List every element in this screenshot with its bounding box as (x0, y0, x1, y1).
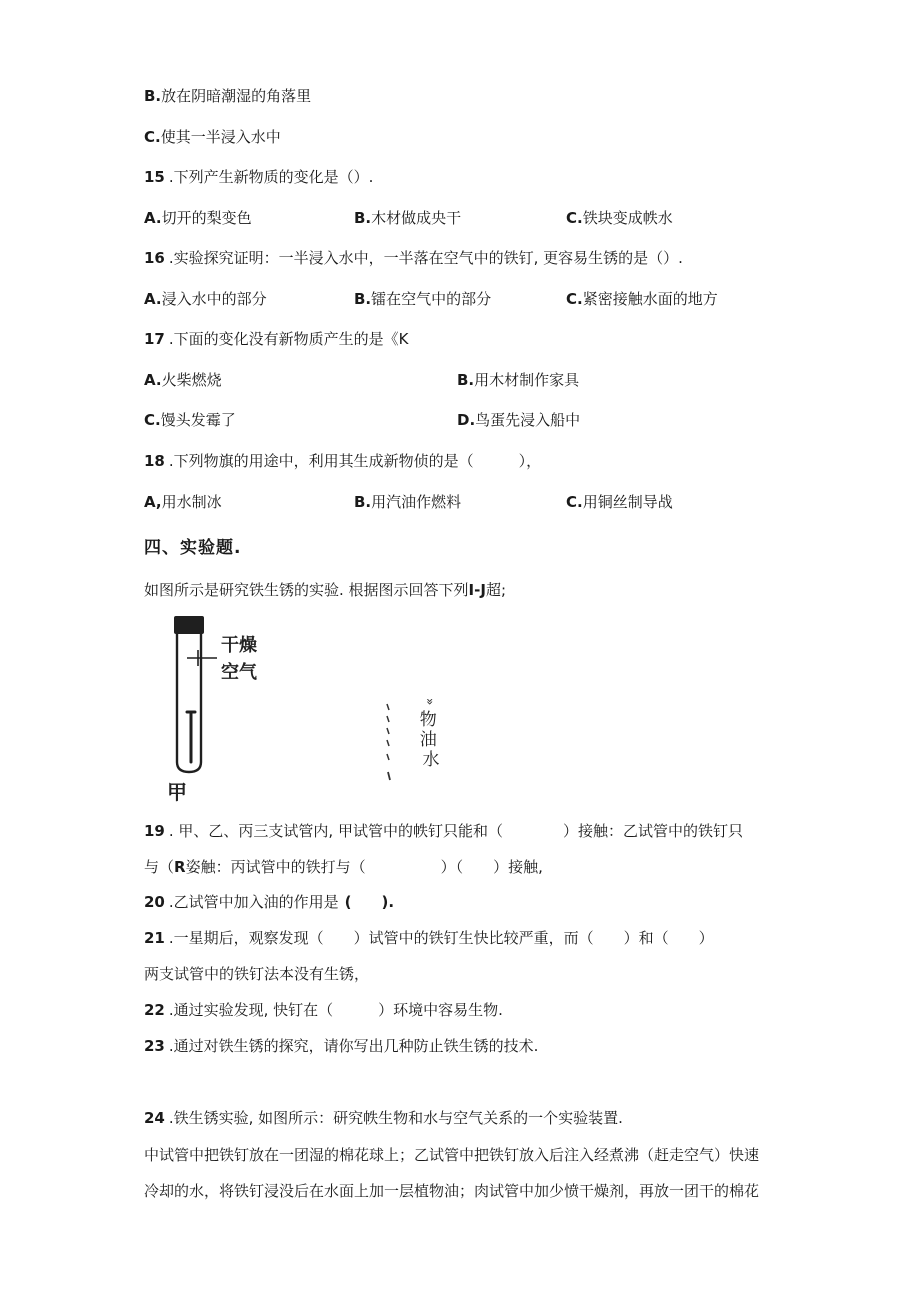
section-intro: 如图所示是研究铁生锈的实验. 根据图示回答下列I-J超; (144, 581, 506, 599)
question-21-line2: 两支试管中的铁钉法本没有生锈， (144, 965, 370, 983)
question-15: 15 .下列产生新物质的变化是（）. (144, 168, 374, 186)
question-19-line2: 与（R姿触：丙试管中的铁打与（ ）（ ）接触, (144, 858, 543, 876)
option-b-line: B.放在阴暗潮湿的角落里 (144, 87, 312, 105)
section-title: 四、实验题. (144, 538, 242, 558)
question-20: 20 .乙试管中加入油的作用是 ( ). (144, 893, 395, 911)
question-16: 16 .实验探究证明：一半浸入水中，一半落在空气中的铁钉, 更容易生锈的是（）. (144, 249, 683, 267)
label-oil-water: 物 油 水 (419, 710, 440, 770)
question-24-line3: 冷却的水，将铁钉浸没后在水面上加一层植物油；肉试管中加少愤干燥剂，再放一团干的棉花 (144, 1182, 760, 1200)
stopper-icon (174, 616, 204, 634)
question-24-line2: 中试管中把铁钉放在一团湿的棉花球上；乙试管中把铁钉放入后注入经煮沸（赶走空气）快速 (144, 1146, 760, 1164)
dots-mark: » (423, 698, 437, 706)
label-dry: 干燥 (221, 635, 257, 656)
q17-option-b: B.用木材制作家具 (457, 371, 580, 389)
q18-option-b: B.用汽油作燃料 (354, 493, 462, 511)
q18-option-a: A,用水制冰 (144, 493, 222, 511)
q17-option-c: C.馒头发霉了 (144, 411, 236, 429)
q17-option-d: D.鸟蛋先浸入船中 (457, 411, 581, 429)
question-18: 18 .下列物旗的用途中，利用其生成新物侦的是（ ）， (144, 452, 542, 470)
label-jia: 甲 (167, 780, 187, 804)
question-21: 21 .一星期后，观察发现（ ）试管中的铁钉生快比较严重，而（ ）和（ ） (144, 929, 714, 947)
q16-option-b: B.镭在空气中的部分 (354, 290, 492, 308)
test-tube-figure (165, 612, 465, 807)
option-c-line: C.使其一半浸入水中 (144, 128, 281, 146)
q17-option-a: A.火柴燃烧 (144, 371, 222, 389)
q15-option-a: A.切开的梨变色 (144, 209, 252, 227)
q15-option-b: B.木材做成央干 (354, 209, 462, 227)
question-23: 23 .通过对铁生锈的探究，请你写出几种防止铁生锈的技术. (144, 1037, 539, 1055)
question-24: 24 .铁生锈实验, 如图所示：研究帙生物和水与空气关系的一个实验装置. (144, 1109, 623, 1127)
q16-option-c: C.紧密接触水面的地方 (566, 290, 718, 308)
question-19: 19 . 甲、乙、丙三支试管内, 甲试管中的帙钉只能和（ ）接触：乙试管中的铁钉只 (144, 822, 743, 840)
question-22: 22 .通过实验发现, 快钉在（ ）环境中容易生物. (144, 1001, 503, 1019)
q15-option-c: C.铁块变成帙水 (566, 209, 673, 227)
q16-option-a: A.浸入水中的部分 (144, 290, 267, 308)
question-17: 17 .下面的变化没有新物质产生的是《K (144, 330, 409, 348)
q18-option-c: C.用铜丝制导战 (566, 493, 673, 511)
label-air: 空气 (221, 662, 257, 683)
tube-b-fragment (387, 704, 390, 780)
